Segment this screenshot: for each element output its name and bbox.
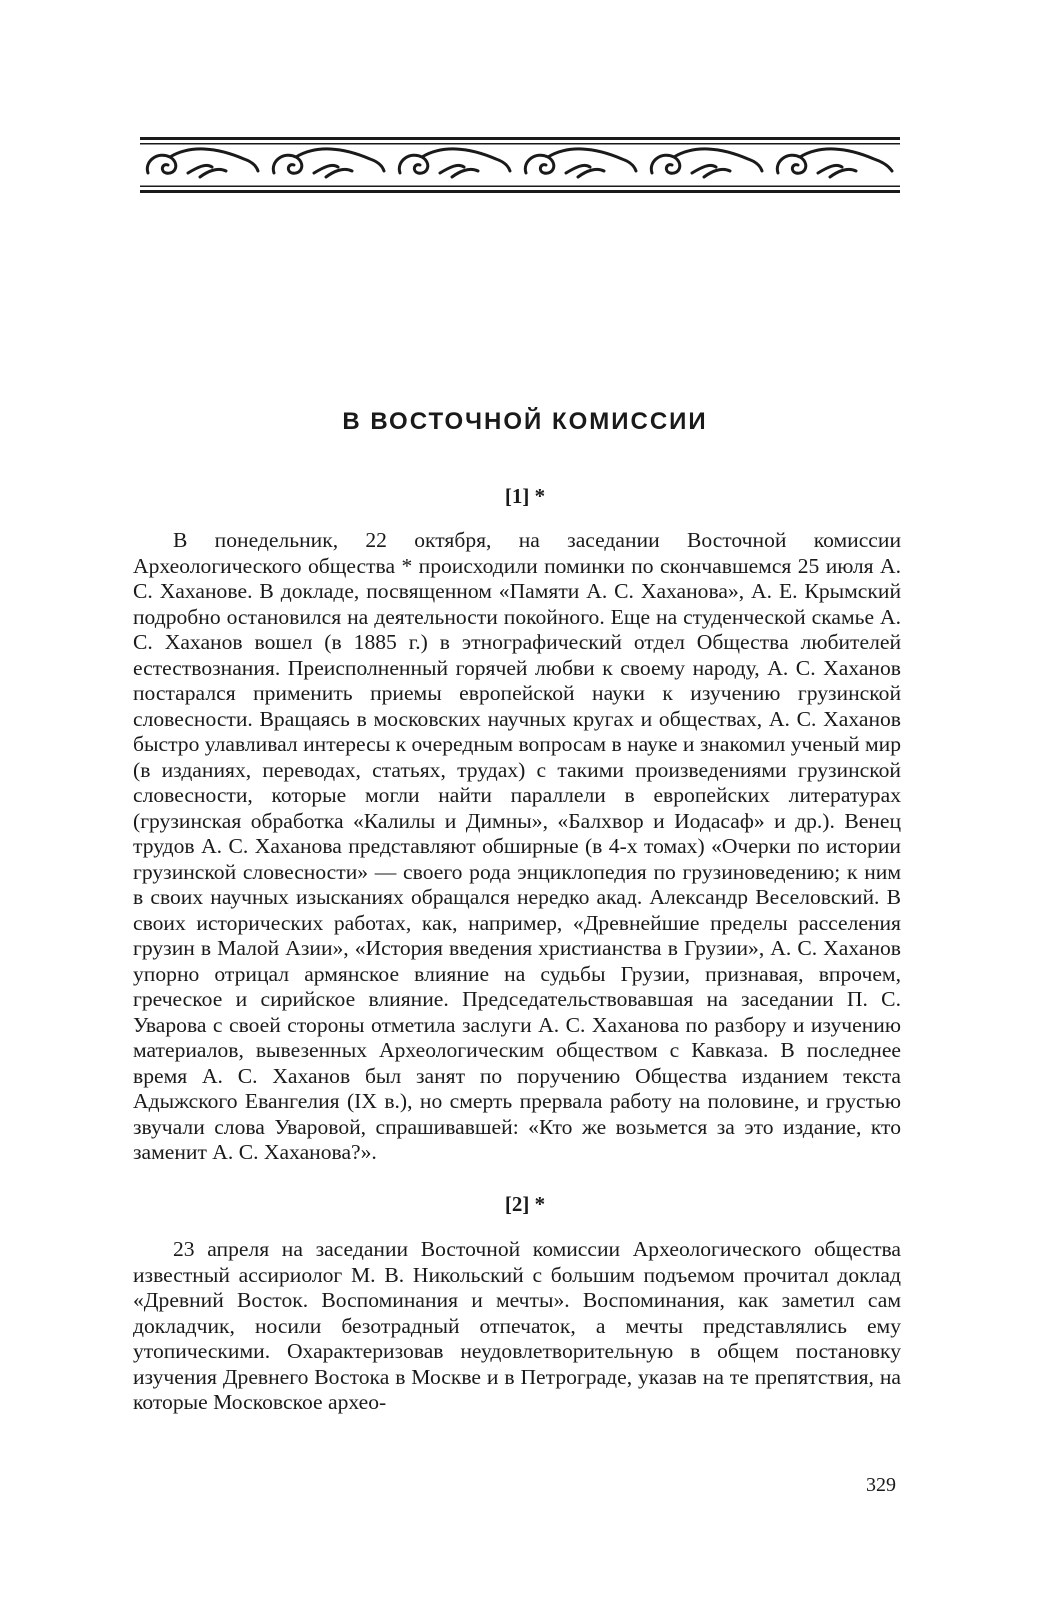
section-2-paragraph: 23 апреля на заседании Восточной комиссии Археологического общества известный ассириолог М. В. Никольский с большим подъемом прочитал доклад «Древний Восток. Воспоминания и мечты». Воспоминания, как заметил сам докладчик, носили безотрадный отпечаток, а мечты представлялись ему утопическими. Охарактеризовав неудовлетворительную в общем постановку изучения Древнего Востока в Москве и в Петрограде, указав на те препятствия, на которые Московское архео-	[133, 1237, 901, 1414]
section-marker-1: [1] *	[504, 484, 546, 508]
page-number: 329	[866, 1474, 896, 1496]
section-1-paragraph: В понедельник, 22 октября, на заседании Восточной комиссии Археологического общества * происходили поминки по скончавшемся 25 июля А. С. Хахановe. В докладе, посвященном «Памяти А. С. Хаханова», А. Е. Крымский подробно остановился на деятельности покойного. Еще на студенческой скамье А. С. Хаханов вошел (в 1885 г.) в этнографический отдел Общества любителей естествознания. Преисполненный горячей любви к своему народу, А. С. Хаханов постарался применить приемы европейской науки к изучению грузинской словесности. Вращаясь в московских научных кругах и обществах, А. С. Хаханов быстро улавливал интересы к очередным вопросам в науке и знакомил ученый мир (в изданиях, переводах, статьях, трудах) с такими произведениями грузинской словесности, которые могли найти параллели в европейских литературах (грузинская обработка «Калилы и Димны», «Балхвор и Иодасаф» и др.). Венец трудов А. С. Хаханова представляют обширные (в 4-х томах) «Очерки по истории грузинской словесности» — своего рода энциклопедия по грузиноведению; к ним в своих научных изысканиях обращался нередко акад. Александр Веселовский. В своих исторических работах, как, например, «Древнейшие пределы расселения грузин в Малой Азии», «История введения христианства в Грузии», А. С. Хаханов упорно отрицал армянское влияние на судьбы Грузии, признавая, впрочем, греческое и сирийское влияние. Председательствовавшая на заседании П. С. Уварова с своей стороны отметила заслуги А. С. Хаханова по разбору и изучению материалов, вывезенных Археологическим обществом с Кавказа. В последнее время А. С. Хаханов был занят по поручению Общества изданием текста Адыжского Евангелия (IX в.), но смерть прервала работу на половине, и грустью звучали слова Уваровой, спрашивавшей: «Кто же возьмется за это издание, кто заменит А. С. Хаханова?».	[133, 528, 901, 1164]
section-marker-2: [2] *	[504, 1192, 546, 1216]
wave-ornament-border	[140, 137, 900, 193]
page-title: В ВОСТОЧНОЙ КОМИССИИ	[342, 408, 708, 435]
